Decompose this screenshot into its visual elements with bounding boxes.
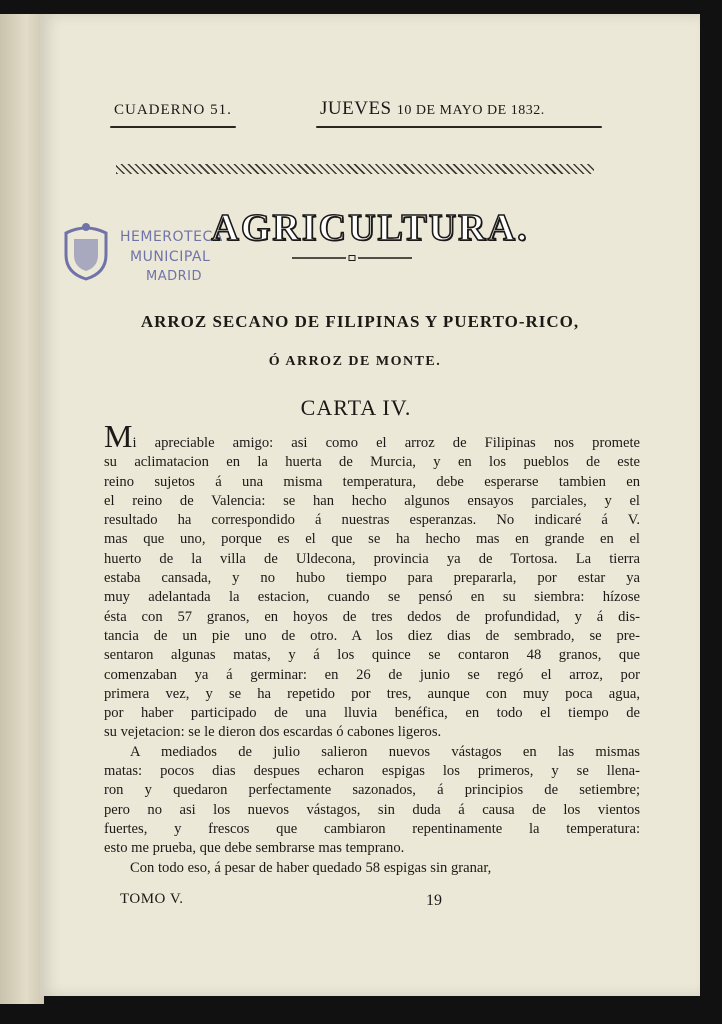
facing-page-edge	[0, 14, 44, 1004]
body-line: muy adelantada la estacion, cuando se pensó en su siembra: hízose	[104, 589, 640, 606]
decorative-rule	[116, 164, 594, 174]
body-line: sentaron algunas matas, y á los quince se contaron 48 granos, que	[104, 647, 640, 664]
section-title: AGRICULTURA.	[211, 207, 529, 249]
body-line: huerto de la villa de Uldecona, provincia ya de Tortosa. La tierra	[104, 550, 640, 567]
body-line: estaba cansada, y no hubo tiempo para prepararla, por estar ya	[104, 570, 640, 587]
title-ornament	[292, 255, 412, 261]
body-line: reino sujetos á una misma temperatura, debe esperarse tambien en	[104, 473, 640, 490]
body-line: su aclimatacion en la huerta de Murcia, y en los pueblos de este	[104, 454, 640, 471]
document-page	[40, 14, 700, 996]
header-swash-left	[110, 126, 236, 128]
article-body	[104, 418, 640, 878]
stamp-line-1: HEMEROTECA	[120, 229, 223, 245]
body-line: su vejetacion: se le dieron dos escardas ó cabones ligeros.	[104, 724, 442, 741]
body-line: pero no asi los nuevos vástagos, sin duda á causa de los vientos	[104, 801, 640, 818]
issue-date	[320, 98, 545, 120]
stamp-line-2: MUNICIPAL	[130, 249, 211, 265]
body-line: Con todo eso, á pesar de haber quedado 58 espigas sin granar,	[130, 859, 492, 876]
issue-date-day: JUEVES	[320, 98, 392, 119]
body-line: ésta con 57 granos, en hoyos de tres dedos de profundidad, y á dis-	[104, 608, 640, 625]
body-line: fuertes, y frescos que cambiaron repentinamente la temperatura:	[104, 820, 640, 837]
article-subtitle-2: Ó ARROZ DE MONTE.	[268, 354, 442, 369]
body-line: Mi apreciable amigo: asi como el arroz de Filipinas nos promete	[104, 418, 640, 454]
body-line: tancia de un pie uno de otro. A los diez dias de sembrado, se pre-	[104, 627, 640, 644]
issue-number: CUADERNO 51.	[114, 102, 232, 118]
article-subtitle: ARROZ SECANO DE FILIPINAS Y PUERTO-RICO,	[140, 312, 580, 331]
body-line: comenzaban ya á germinar: en 26 de junio se regó el arroz, por	[104, 666, 640, 683]
body-line: mas que uno, porque es el que se ha hecho mas en grande en el	[104, 531, 640, 548]
issue-date-rest: 10 DE MAYO DE 1832.	[396, 103, 545, 118]
body-line: esto me prueba, que debe sembrarse mas temprano.	[104, 840, 405, 857]
stamp-line-3: MADRID	[146, 269, 202, 284]
body-line: A mediados de julio salieron nuevos vástagos en las mismas	[130, 743, 640, 760]
body-line: por haber participado de una lluvia benéfica, en todo el tiempo de	[104, 705, 640, 722]
page-number: 19	[426, 892, 442, 909]
volume-label: TOMO V.	[120, 891, 184, 907]
body-line: resultado ha correspondido á nuestras esperanzas. No indicaré á V.	[104, 512, 640, 529]
body-line: primera vez, y se ha repetido por tres, aunque con muy poca agua,	[104, 685, 640, 702]
body-line: ron y quedaron perfectamente sazonados, á principios de setiembre;	[104, 782, 640, 799]
letter-heading: CARTA IV.	[300, 395, 412, 420]
body-line: el reino de Valencia: se han hecho algunos ensayos parciales, y el	[104, 492, 640, 509]
body-line: matas: pocos dias despues echaron espigas los primeros, y se llena-	[104, 763, 640, 780]
header-swash-right	[316, 126, 602, 128]
